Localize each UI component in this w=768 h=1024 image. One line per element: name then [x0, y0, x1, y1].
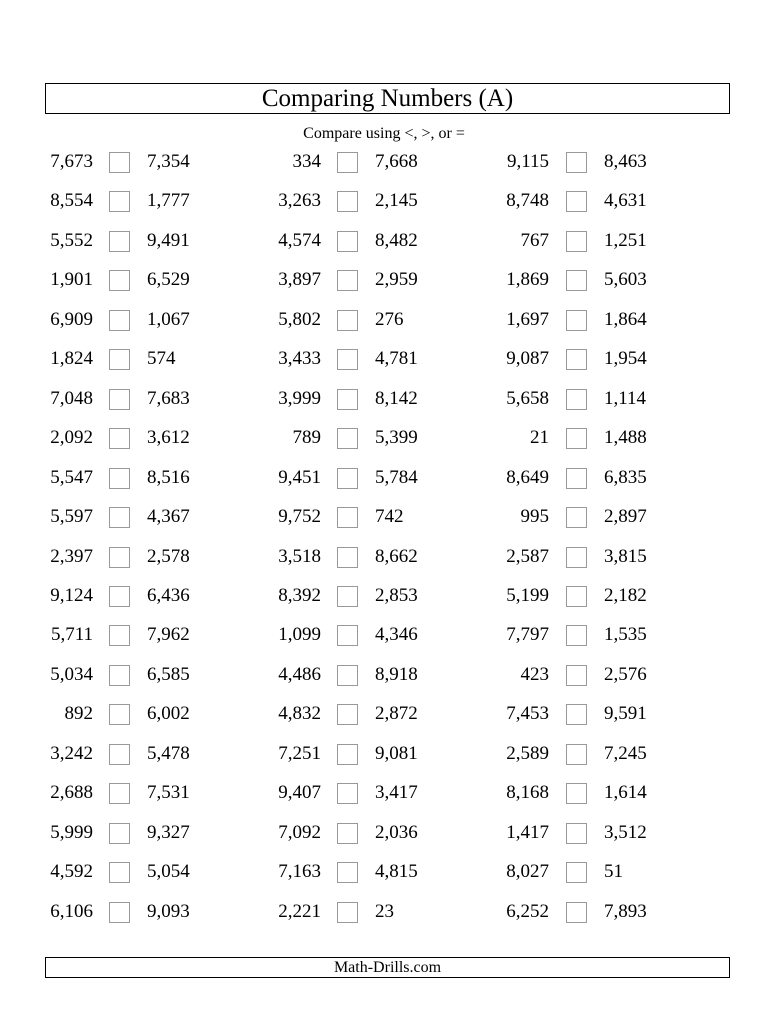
answer-box[interactable] [337, 704, 358, 725]
right-number: 5,399 [375, 427, 418, 449]
answer-box[interactable] [566, 704, 587, 725]
right-number: 1,488 [604, 427, 647, 449]
left-number: 9,087 [506, 348, 549, 370]
answer-box[interactable] [337, 507, 358, 528]
right-number: 2,959 [375, 269, 418, 291]
answer-box[interactable] [566, 152, 587, 173]
left-number: 4,832 [278, 703, 321, 725]
answer-box[interactable] [109, 191, 130, 212]
answer-box[interactable] [109, 862, 130, 883]
answer-box[interactable] [109, 665, 130, 686]
right-number: 6,002 [147, 703, 190, 725]
left-number: 9,451 [278, 466, 321, 488]
answer-box[interactable] [337, 783, 358, 804]
answer-box[interactable] [337, 389, 358, 410]
right-number: 8,662 [375, 545, 418, 567]
right-number: 4,815 [375, 861, 418, 883]
left-number: 7,251 [278, 742, 321, 764]
right-number: 7,893 [604, 900, 647, 922]
right-number: 2,145 [375, 190, 418, 212]
answer-box[interactable] [337, 862, 358, 883]
answer-box[interactable] [566, 389, 587, 410]
left-number: 789 [292, 427, 321, 449]
right-number: 7,683 [147, 387, 190, 409]
right-number: 5,054 [147, 861, 190, 883]
answer-box[interactable] [109, 586, 130, 607]
right-number: 9,081 [375, 742, 418, 764]
left-number: 4,486 [278, 663, 321, 685]
left-number: 5,999 [50, 821, 93, 843]
right-number: 1,614 [604, 782, 647, 804]
left-number: 3,999 [278, 387, 321, 409]
left-number: 3,433 [278, 348, 321, 370]
right-number: 9,491 [147, 229, 190, 251]
left-number: 8,168 [506, 782, 549, 804]
right-number: 4,346 [375, 624, 418, 646]
right-number: 7,962 [147, 624, 190, 646]
left-number: 8,649 [506, 466, 549, 488]
right-number: 7,668 [375, 151, 418, 172]
right-number: 2,578 [147, 545, 190, 567]
answer-box[interactable] [566, 547, 587, 568]
answer-box[interactable] [566, 310, 587, 331]
right-number: 1,777 [147, 190, 190, 212]
answer-box[interactable] [109, 625, 130, 646]
left-number: 5,597 [50, 506, 93, 528]
answer-box[interactable] [337, 823, 358, 844]
right-number: 6,529 [147, 269, 190, 291]
answer-box[interactable] [337, 468, 358, 489]
answer-box[interactable] [566, 191, 587, 212]
right-number: 8,918 [375, 663, 418, 685]
left-number: 6,106 [50, 900, 93, 922]
instructions: Compare using <, >, or = [303, 125, 465, 142]
left-number: 9,752 [278, 506, 321, 528]
right-number: 1,954 [604, 348, 647, 370]
answer-box[interactable] [337, 902, 358, 923]
answer-box[interactable] [109, 152, 130, 173]
left-number: 5,552 [50, 229, 93, 251]
right-number: 3,512 [604, 821, 647, 843]
left-number: 3,897 [278, 269, 321, 291]
answer-box[interactable] [566, 231, 587, 252]
left-number: 6,909 [50, 308, 93, 330]
answer-box[interactable] [109, 349, 130, 370]
footer: Math-Drills.com [45, 957, 730, 978]
answer-box[interactable] [566, 586, 587, 607]
answer-box[interactable] [109, 428, 130, 449]
left-number: 5,547 [50, 466, 93, 488]
left-number: 8,748 [506, 190, 549, 212]
answer-box[interactable] [337, 744, 358, 765]
left-number: 1,099 [278, 624, 321, 646]
answer-box[interactable] [109, 823, 130, 844]
left-number: 2,688 [50, 782, 93, 804]
answer-box[interactable] [566, 862, 587, 883]
right-number: 2,897 [604, 506, 647, 528]
answer-box[interactable] [337, 665, 358, 686]
answer-box[interactable] [566, 902, 587, 923]
right-number: 7,531 [147, 782, 190, 804]
right-number: 9,591 [604, 703, 647, 725]
right-number: 8,482 [375, 229, 418, 251]
right-number: 2,182 [604, 584, 647, 606]
left-number: 8,392 [278, 584, 321, 606]
answer-box[interactable] [566, 507, 587, 528]
answer-box[interactable] [337, 586, 358, 607]
answer-box[interactable] [566, 625, 587, 646]
answer-box[interactable] [109, 744, 130, 765]
left-number: 6,252 [506, 900, 549, 922]
right-number: 1,535 [604, 624, 647, 646]
right-number: 3,815 [604, 545, 647, 567]
answer-box[interactable] [337, 428, 358, 449]
right-number: 2,576 [604, 663, 647, 685]
left-number: 767 [520, 229, 549, 251]
right-number: 276 [375, 308, 404, 330]
left-number: 7,048 [50, 387, 93, 409]
answer-box[interactable] [109, 507, 130, 528]
left-number: 4,574 [278, 229, 321, 251]
right-number: 6,585 [147, 663, 190, 685]
right-number: 7,245 [604, 742, 647, 764]
answer-box[interactable] [337, 152, 358, 173]
answer-box[interactable] [337, 310, 358, 331]
left-number: 3,518 [278, 545, 321, 567]
left-number: 3,263 [278, 190, 321, 212]
answer-box[interactable] [566, 783, 587, 804]
left-number: 2,397 [50, 545, 93, 567]
answer-box[interactable] [337, 270, 358, 291]
answer-box[interactable] [109, 783, 130, 804]
left-number: 2,092 [50, 427, 93, 449]
right-number: 4,781 [375, 348, 418, 370]
right-number: 2,036 [375, 821, 418, 843]
right-number: 4,631 [604, 190, 647, 212]
left-number: 9,407 [278, 782, 321, 804]
left-number: 423 [520, 663, 549, 685]
left-number: 7,163 [278, 861, 321, 883]
right-number: 5,603 [604, 269, 647, 291]
right-number: 6,436 [147, 584, 190, 606]
right-number: 8,516 [147, 466, 190, 488]
left-number: 1,417 [506, 821, 549, 843]
answer-box[interactable] [337, 231, 358, 252]
right-number: 23 [375, 900, 394, 922]
answer-box[interactable] [109, 231, 130, 252]
left-number: 892 [64, 703, 93, 725]
answer-box[interactable] [109, 547, 130, 568]
right-number: 4,367 [147, 506, 190, 528]
right-number: 1,864 [604, 308, 647, 330]
left-number: 995 [520, 506, 549, 528]
left-number: 21 [530, 427, 549, 449]
answer-box[interactable] [109, 902, 130, 923]
left-number: 5,034 [50, 663, 93, 685]
left-number: 7,797 [506, 624, 549, 646]
left-number: 5,199 [506, 584, 549, 606]
left-number: 2,589 [506, 742, 549, 764]
left-number: 2,587 [506, 545, 549, 567]
left-number: 1,869 [506, 269, 549, 291]
right-number: 9,093 [147, 900, 190, 922]
right-number: 3,612 [147, 427, 190, 449]
right-number: 1,251 [604, 229, 647, 251]
left-number: 5,802 [278, 308, 321, 330]
right-number: 1,114 [604, 387, 647, 409]
left-number: 8,554 [50, 190, 93, 212]
left-number: 8,027 [506, 861, 549, 883]
answer-box[interactable] [566, 428, 587, 449]
right-number: 6,835 [604, 466, 647, 488]
answer-box[interactable] [337, 547, 358, 568]
left-number: 2,221 [278, 900, 321, 922]
right-number: 2,853 [375, 584, 418, 606]
left-number: 4,592 [50, 861, 93, 883]
answer-box[interactable] [566, 665, 587, 686]
answer-box[interactable] [566, 270, 587, 291]
answer-box[interactable] [566, 823, 587, 844]
answer-box[interactable] [109, 468, 130, 489]
left-number: 7,453 [506, 703, 549, 725]
answer-box[interactable] [566, 468, 587, 489]
right-number: 1,067 [147, 308, 190, 330]
right-number: 8,463 [604, 151, 647, 172]
left-number: 5,658 [506, 387, 549, 409]
right-number: 3,417 [375, 782, 418, 804]
answer-box[interactable] [109, 310, 130, 331]
right-number: 51 [604, 861, 623, 883]
right-number: 9,327 [147, 821, 190, 843]
left-number: 1,901 [50, 269, 93, 291]
right-number: 2,872 [375, 703, 418, 725]
right-number: 7,354 [147, 151, 190, 172]
worksheet-title: Comparing Numbers (A) [45, 83, 730, 114]
answer-box[interactable] [109, 704, 130, 725]
left-number: 5,711 [50, 624, 93, 646]
answer-box[interactable] [337, 625, 358, 646]
right-number: 5,784 [375, 466, 418, 488]
left-number: 9,115 [506, 151, 549, 172]
left-number: 7,092 [278, 821, 321, 843]
left-number: 7,673 [50, 151, 93, 172]
right-number: 742 [375, 506, 404, 528]
left-number: 1,697 [506, 308, 549, 330]
left-number: 9,124 [50, 584, 93, 606]
answer-box[interactable] [109, 389, 130, 410]
answer-box[interactable] [566, 744, 587, 765]
right-number: 574 [147, 348, 176, 370]
answer-box[interactable] [109, 270, 130, 291]
answer-box[interactable] [337, 191, 358, 212]
answer-box[interactable] [337, 349, 358, 370]
left-number: 334 [292, 151, 321, 172]
right-number: 5,478 [147, 742, 190, 764]
answer-box[interactable] [566, 349, 587, 370]
right-number: 8,142 [375, 387, 418, 409]
left-number: 3,242 [50, 742, 93, 764]
left-number: 1,824 [50, 348, 93, 370]
